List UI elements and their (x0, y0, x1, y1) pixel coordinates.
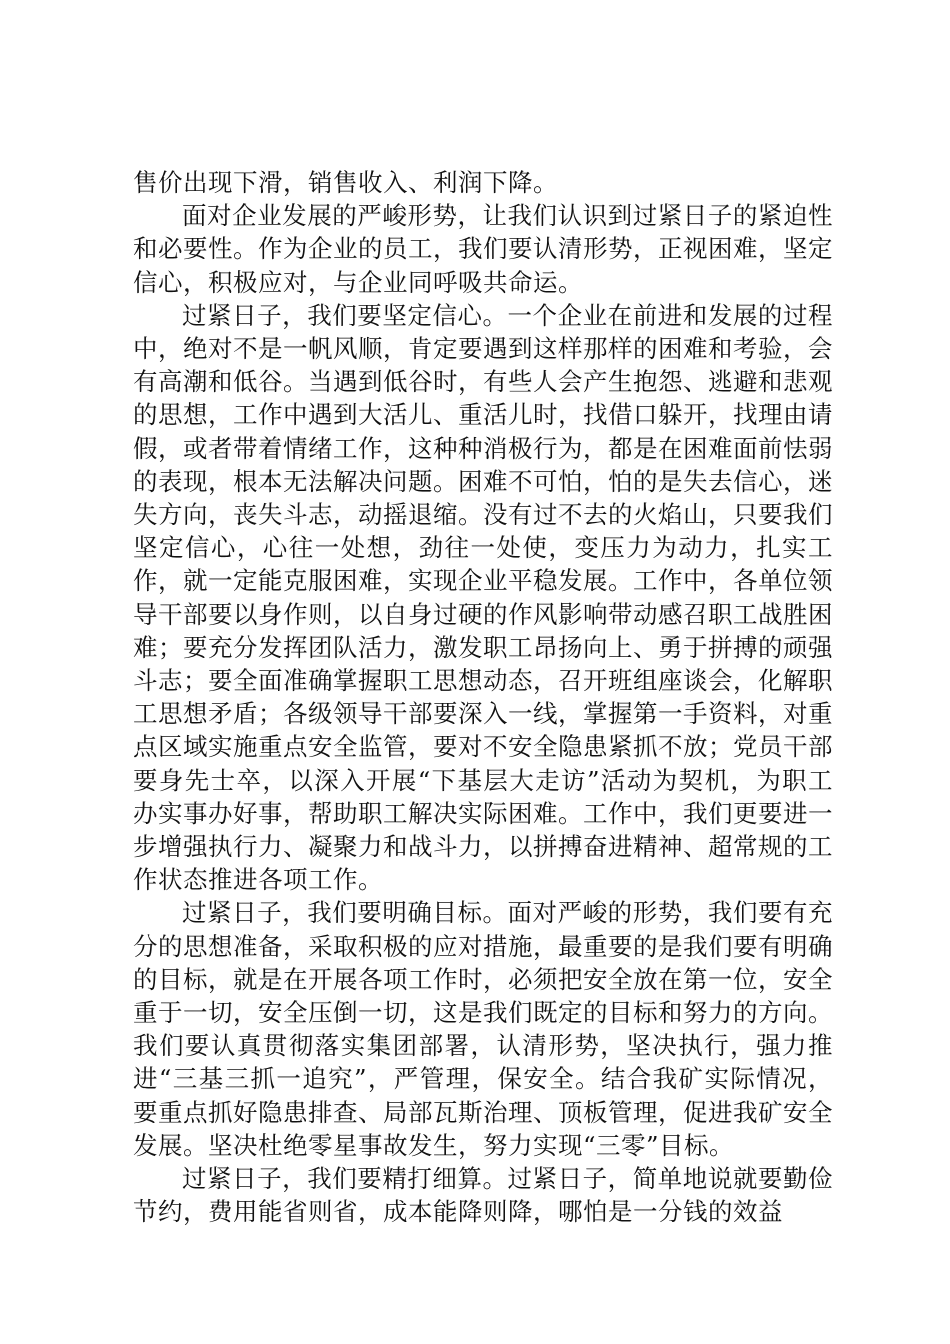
paragraph: 过紧日子，我们要精打细算。过紧日子，简单地说就要勤俭节约，费用能省则省，成本能降则降，哪怕是一分钱的效益 (133, 1164, 833, 1227)
paragraph: 过紧日子，我们要坚定信心。一个企业在前进和发展的过程中，绝对不是一帆风顺，肯定要遇到这样那样的困难和考验，会有高潮和低谷。当遇到低谷时，有些人会产生抱怨、逃避和悲观的思想，工作中遇到大活儿、重活儿时，找借口躲开，找理由请假，或者带着情绪工作，这种种消极行为，都是在困难面前怯弱的表现，根本无法解决问题。困难不可怕，怕的是失去信心，迷失方向，丧失斗志，动摇退缩。没有过不去的火焰山，只要我们坚定信心，心往一处想，劲往一处使，变压力为动力，扎实工作，就一定能克服困难，实现企业平稳发展。工作中，各单位领导干部要以身作则，以自身过硬的作风影响带动感召职工战胜困难；要充分发挥团队活力，激发职工昂扬向上、勇于拼搏的顽强斗志；要全面准确掌握职工思想动态，召开班组座谈会，化解职工思想矛盾；各级领导干部要深入一线，掌握第一手资料，对重点区域实施重点安全监管，要对不安全隐患紧抓不放；党员干部要身先士卒，以深入开展“下基层大走访”活动为契机，为职工办实事办好事，帮助职工解决实际困难。工作中，我们更要进一步增强执行力、凝聚力和战斗力，以拼搏奋进精神、超常规的工作状态推进各项工作。 (133, 300, 833, 895)
document-body (133, 166, 833, 1229)
paragraph: 面对企业发展的严峻形势，让我们认识到过紧日子的紧迫性和必要性。作为企业的员工，我们要认清形势，正视困难，坚定信心，积极应对，与企业同呼吸共命运。 (133, 201, 833, 297)
paragraph-continuation: 售价出现下滑，销售收入、利润下降。 (133, 168, 558, 197)
paragraph: 过紧日子，我们要明确目标。面对严峻的形势，我们要有充分的思想准备，采取积极的应对措施，最重要的是我们要有明确的目标，就是在开展各项工作时，必须把安全放在第一位，安全重于一切，安全压倒一切，这是我们既定的目标和努力的方向。我们要认真贯彻落实集团部署，认清形势，坚决执行，强力推进“三基三抓一追究”，严管理，保安全。结合我矿实际情况，要重点抓好隐患排查、局部瓦斯治理、顶板管理，促进我矿安全发展。坚决杜绝零星事故发生，努力实现“三零”目标。 (133, 898, 833, 1160)
